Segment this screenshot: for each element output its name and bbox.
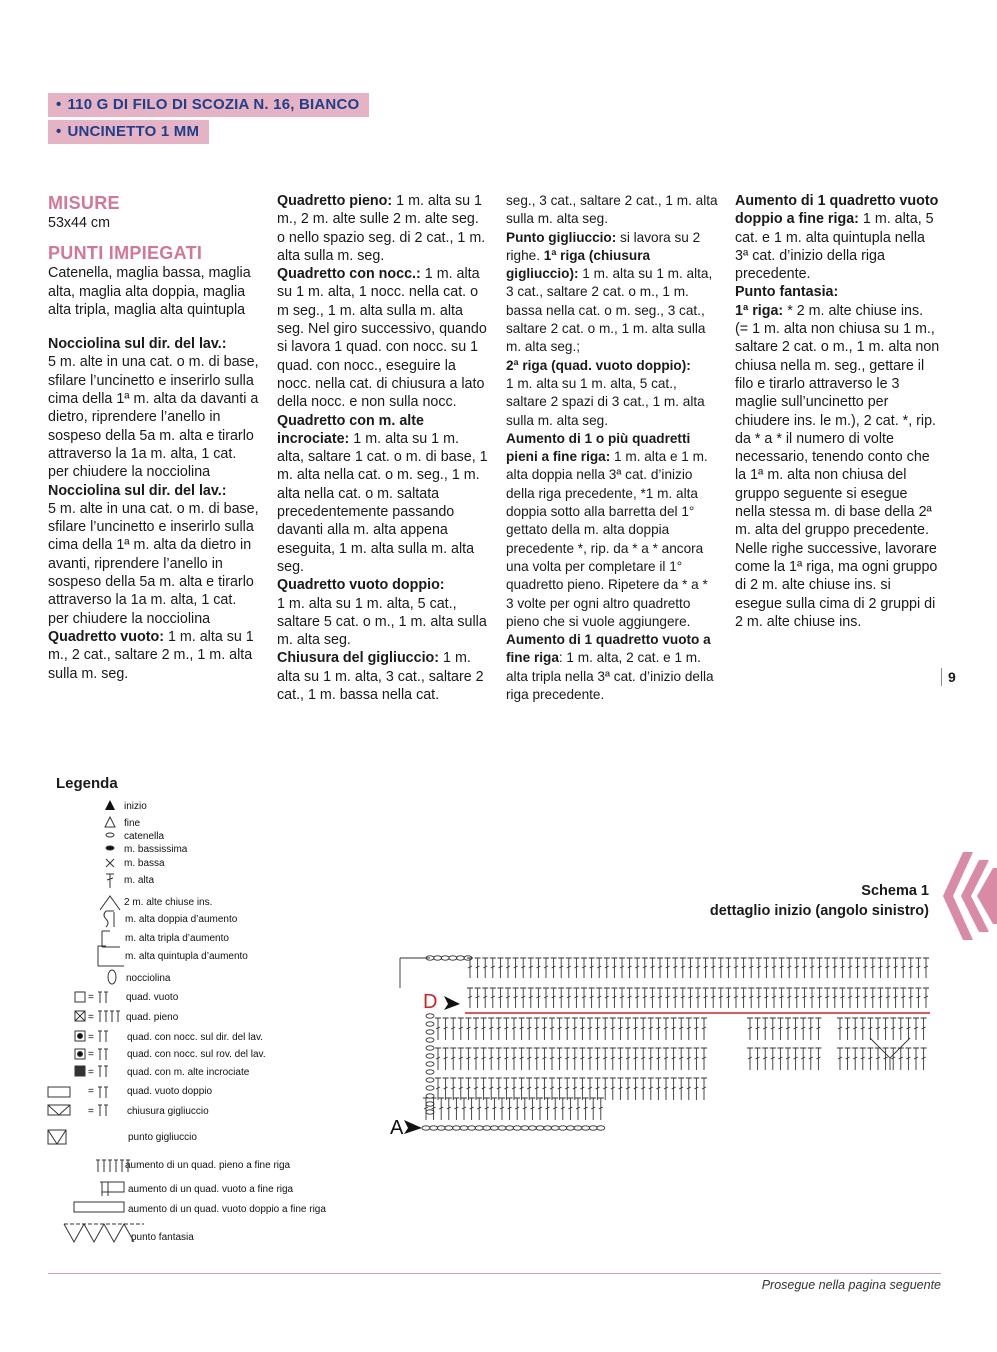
aumento-pieni-text: 1 m. alta e 1 m. alta doppia nella 3ª cat. d’inizio della riga precedente, *1 m. alta doppia sotto alla barretta del 1° gettato della m. alta doppia precedente *, rip. da * a * ancora una volta per completare il 1° quadretto pieno. Ripetere da * a * 3 volte per ogni altro quadretto pieno che si vuole aggiungere. — [506, 449, 708, 629]
end-icon — [105, 817, 115, 827]
legend-label: m. alta tripla d’aumento — [125, 933, 229, 944]
legend-label: m. alta doppia d’aumento — [125, 914, 238, 925]
text-column-3 — [506, 192, 718, 704]
text-column-4 — [735, 192, 940, 631]
punto-fantasia-title: Punto fantasia: — [735, 284, 839, 301]
riga1-text: 1 m. alta su 1 m. alta, 3 cat., saltare 2 cat. o m., 1 m. bassa nella cat. o m. seg., 3 cat., saltare 2 cat. o m., 1 m. alta sulla m. alta seg.; — [506, 266, 713, 355]
nocciolina-dir2-text: 5 m. alte in una cat. o m. di base, sfilare l’uncinetto e inserirlo sulla cima della 1ª m. alta da dietro in avanti, riprendere l’anello in sospeso della 5a m. alta e tirarlo attraverso la 1a m. alta, 1 cat. per chiudere la nocciolina — [48, 500, 259, 627]
aumento-vuoto-doppio-text: 1 m. alta, 5 cat. e 1 m. alta quintupla nella 3ª cat. d’inizio della riga precedente. — [735, 211, 934, 283]
footer-note: Prosegue nella pagina seguente — [761, 1278, 941, 1292]
gigliuccio-stitch-icon — [48, 1130, 66, 1144]
nocciolina-icon — [108, 970, 116, 984]
svg-text:=: = — [88, 1012, 94, 1023]
label-a: A — [390, 1117, 404, 1138]
arrow-a-icon — [404, 1120, 422, 1134]
punti-heading: PUNTI IMPIEGATI — [48, 243, 203, 264]
legend-label: quad. con nocc. sul rov. del lav. — [127, 1049, 266, 1060]
aumento-vuoto-title: Aumento di 1 quadretto vuoto a fine riga — [506, 632, 711, 666]
quintuple-increase-icon — [98, 946, 124, 966]
legend-label: catenella — [124, 831, 165, 842]
material-yarn-text: 110 G DI FILO DI SCOZIA N. 16, BIANCO — [67, 96, 360, 113]
chiusura-gigliuccio-text: 1 m. alta su 1 m. alta, 3 cat., saltare 2 cat., 1 m. bassa nella cat. — [277, 650, 484, 704]
punti-text: Catenella, maglia bassa, maglia alta, maglia alta doppia, maglia alta tripla, maglia alta quintupla — [48, 265, 251, 318]
nocciolina-dir-title: Nocciolina sul dir. del lav.: — [48, 336, 227, 353]
chain-icon — [106, 833, 114, 837]
riga1-title: 1ª riga (chiusura gigliuccio): — [506, 247, 651, 282]
riga2-title: 2ª riga (quad. vuoto doppio): — [506, 357, 691, 373]
misure-heading: MISURE — [48, 193, 120, 213]
dc2tog-icon — [100, 896, 120, 910]
nocciolina-dir-text: 5 m. alte in una cat. o m. di base, sfilare l’uncinetto e inserirlo sulla cima della 1ª m. alta da davanti a dietro, riprendere l’anello in sospeso della 5a m. alta e tirarlo attraverso la 1a m. alta, 1 cat. per chiudere la nocciolina — [48, 354, 259, 481]
text-column-1 — [48, 192, 260, 683]
slip-stitch-icon — [106, 846, 114, 850]
legend-label: aumento di un quad. pieno a fine riga — [125, 1160, 291, 1171]
quadretto-pieno-title: Quadretto pieno: — [277, 193, 393, 209]
svg-text:=: = — [88, 1049, 94, 1060]
svg-text:=: = — [88, 992, 94, 1003]
crossed-square-icon — [75, 1066, 85, 1076]
quadretto-incrociate-text: 1 m. alta su 1 m. alta, saltare 1 cat. o m. di base, 1 m. alta nella cat. o m. seg., 1 m. alta nella cat. o m. saltata precedentemente passando davanti alla m. alta appena eseguita, 1 m. alta sulla m. alta seg. — [277, 430, 488, 575]
schema-subtitle: dettaglio inizio (angolo sinistro) — [709, 903, 929, 919]
triple-increase-icon — [102, 931, 120, 947]
chiusura-gigliuccio-title: Chiusura del gigliuccio: — [277, 650, 440, 667]
quadretto-nocc-text: 1 m. alta su 1 m. alta, 1 nocc. nella cat. o m seg., 1 m. alta sulla m. alta seg. Nel giro successivo, quando si lavora 1 quad. con nocc. su 1 quad. con nocc., eseguire la nocc. nella cat. di chiusura a lato della nocc. e non sulla nocc. — [277, 266, 487, 411]
legend-label: punto gigliuccio — [128, 1132, 197, 1143]
legend-label: aumento di un quad. vuoto doppio a fine riga — [128, 1204, 326, 1215]
legend-label: m. bassa — [124, 858, 165, 869]
footer-divider — [48, 1273, 941, 1274]
chevron-decoration-icon — [935, 852, 997, 940]
legend-label: chiusura gigliuccio — [127, 1106, 209, 1117]
aumento-pieni-title: Aumento di 1 o più quadretti pieni a fine riga: — [506, 430, 691, 465]
material-hook — [48, 120, 209, 144]
label-d: D — [423, 991, 438, 1013]
bullet-icon: • — [56, 123, 62, 140]
svg-text:=: = — [88, 1106, 94, 1117]
legend-label: 2 m. alte chiuse ins. — [124, 897, 213, 908]
page-number: 9 — [941, 668, 956, 686]
legend — [44, 796, 364, 1246]
svg-text:=: = — [88, 1067, 94, 1078]
legend-label: quad. pieno — [126, 1012, 179, 1023]
legend-label: punto fantasia — [131, 1232, 194, 1243]
double-empty-square-icon — [48, 1087, 70, 1097]
legend-label: m. alta quintupla d’aumento — [125, 951, 248, 962]
legend-label: aumento di un quad. vuoto a fine riga — [128, 1184, 294, 1195]
empty-square-icon — [75, 992, 85, 1002]
svg-text:=: = — [88, 1086, 94, 1097]
quadretto-vuoto-title: Quadretto vuoto: — [48, 628, 164, 645]
bullet-icon: • — [56, 96, 62, 113]
riga2-text: 1 m. alta su 1 m. alta, 5 cat., saltare 2 spazi di 3 cat., 1 m. alta sulla m. alta seg. — [506, 375, 705, 428]
fantasia-riga1-title: 1ª riga: — [735, 302, 784, 319]
legend-label: nocciolina — [126, 973, 171, 984]
double-crochet-icon — [106, 874, 114, 888]
quadretto-vuoto-text: 1 m. alta su 1 m., 2 cat., saltare 2 m., 1 m. alta sulla m. seg. — [48, 628, 254, 682]
quadretto-nocc-title: Quadretto con nocc.: — [277, 266, 421, 283]
quadretto-vuoto-doppio-text: 1 m. alta su 1 m. alta, 5 cat., saltare 5 cat. o m., 1 m. alta sulla m. alta seg. — [277, 595, 487, 649]
column3-continuation: seg., 3 cat., saltare 2 cat., 1 m. alta sulla m. alta seg. — [506, 193, 718, 227]
aumento-vuoto-text: : 1 m. alta, 2 cat. e 1 m. alta tripla nella 3ª cat. d’inizio della riga precedente. — [506, 650, 714, 703]
legend-label: m. alta — [124, 875, 155, 886]
start-icon — [105, 800, 115, 810]
nocciolina-dir2-title: Nocciolina sul dir. del lav.: — [48, 482, 227, 499]
gigliuccio-closure-icon — [48, 1105, 70, 1115]
material-hook-text: UNCINETTO 1 MM — [67, 123, 200, 140]
quadretto-vuoto-doppio-title: Quadretto vuoto doppio: — [277, 577, 445, 594]
legend-title: Legenda — [56, 775, 118, 792]
legend-label: quad. con nocc. sul dir. del lav. — [127, 1032, 264, 1043]
schema-title-block — [710, 881, 929, 921]
crochet-chart — [390, 948, 935, 1138]
legend-label: inizio — [124, 801, 147, 812]
quadretto-incrociate-title: Quadretto con m. alte incrociate: — [277, 412, 424, 447]
punto-gigliuccio-text: si lavora su 2 righe. — [506, 229, 701, 263]
legend-label: quad. con m. alte incrociate — [127, 1067, 250, 1078]
svg-text:=: = — [88, 1032, 94, 1043]
misure-value: 53x44 cm — [48, 215, 110, 231]
text-column-2 — [277, 192, 489, 704]
legend-label: quad. vuoto doppio — [127, 1086, 213, 1097]
aumento-vuoto-doppio-title: Aumento di 1 quadretto vuoto doppio a fine riga: — [735, 193, 939, 228]
single-crochet-icon — [106, 859, 114, 867]
treble-increase-icon — [104, 911, 114, 927]
legend-label: m. bassissima — [124, 844, 188, 855]
arrow-d-icon — [444, 996, 460, 1010]
legend-label: quad. vuoto — [126, 992, 179, 1003]
quadretto-pieno-text: 1 m. alta su 1 m., 2 m. alte sulle 2 m. alte seg. o nello spazio seg. di 2 cat., 1 m. alta sulla m. seg. — [277, 193, 486, 264]
legend-label: fine — [124, 818, 141, 829]
punto-gigliuccio-title: Punto gigliuccio: — [506, 229, 617, 245]
schema-title: Schema 1 — [861, 883, 929, 899]
material-yarn — [48, 93, 369, 117]
fantasia-next-rows: Nelle righe successive, lavorare come la 1ª riga, ma ogni gruppo di 2 m. alte chiuse ins. si esegue sulla cima di 2 gruppi di 2 m. alte chiuse ins. — [735, 540, 938, 630]
fantasia-icon — [64, 1224, 134, 1242]
fantasia-riga1-text: * 2 m. alte chiuse ins. (= 1 m. alta non chiusa su 1 m., saltare 2 cat. o m., 1 m. alta non chiusa nella m. seg., gettare il filo e tirarlo attraverso le 3 maglie sull’uncinetto per chiudere ins. le m.), 2 cat. *, rip. da * a * il numero di volte necessario, tenendo conto che la 1ª m. alta non chiusa del gruppo seguente si esegue nella stessa m. di base della 2ª m. alta del gruppo precedente. — [735, 302, 940, 539]
